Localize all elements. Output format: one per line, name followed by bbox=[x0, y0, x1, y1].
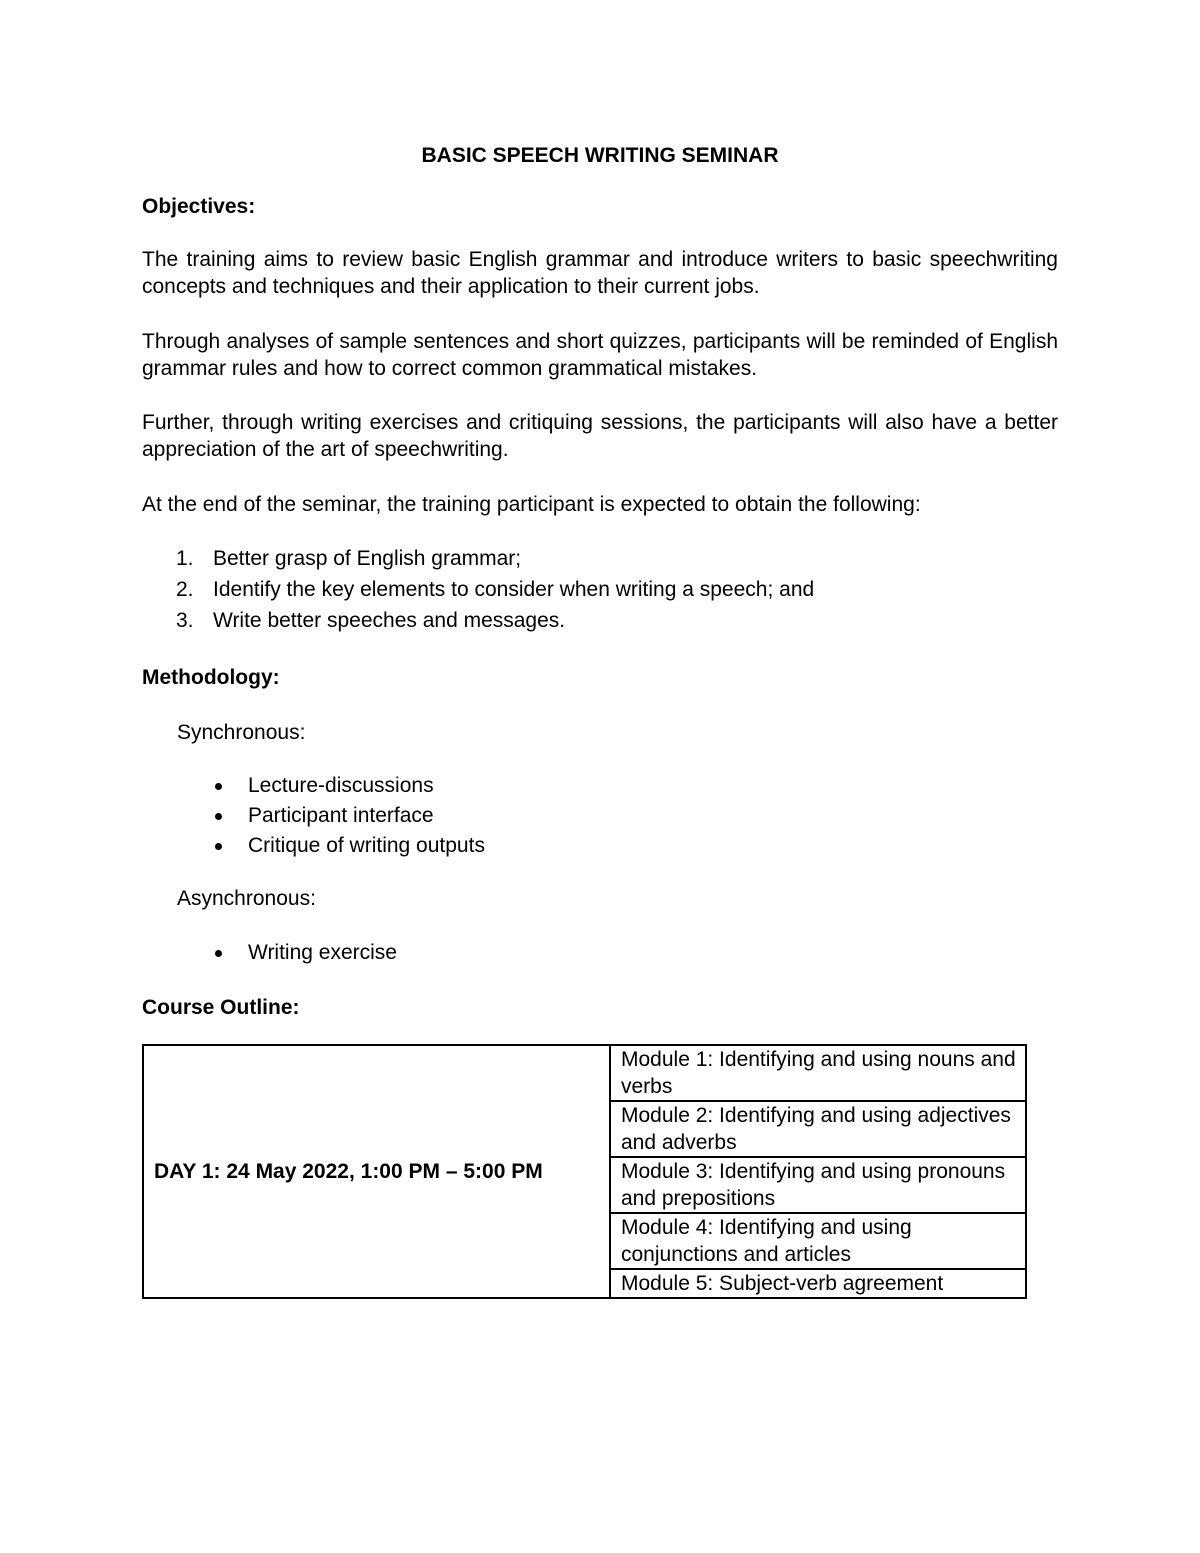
bullet-icon bbox=[215, 843, 222, 850]
module-cell: Module 4: Identifying and using conjunctions and articles bbox=[610, 1213, 1026, 1269]
module-cell: Module 5: Subject-verb agreement bbox=[610, 1269, 1026, 1298]
outcomes-list bbox=[142, 545, 1058, 638]
bullet-icon bbox=[215, 813, 222, 820]
module-cell: Module 2: Identifying and using adjectives and adverbs bbox=[610, 1101, 1026, 1157]
list-item-text: Critique of writing outputs bbox=[248, 834, 485, 857]
asynchronous-label: Asynchronous: bbox=[177, 887, 316, 910]
asynchronous-list bbox=[142, 939, 1058, 969]
list-item bbox=[142, 576, 1058, 607]
list-item-text: Write better speeches and messages. bbox=[213, 609, 566, 632]
module-cell: Module 1: Identifying and using nouns and verbs bbox=[610, 1045, 1026, 1101]
title-block bbox=[142, 142, 1058, 172]
list-number: 3. bbox=[176, 609, 194, 632]
document-title: BASIC SPEECH WRITING SEMINAR bbox=[421, 144, 779, 167]
objectives-paragraph-4: At the end of the seminar, the training participant is expected to obtain the following: bbox=[142, 493, 921, 516]
list-item bbox=[142, 545, 1058, 576]
course-outline-heading: Course Outline: bbox=[142, 996, 300, 1019]
course-outline-table bbox=[142, 1044, 1027, 1299]
list-item bbox=[142, 832, 1058, 862]
list-item bbox=[142, 939, 1058, 969]
table-row bbox=[143, 1045, 1026, 1101]
list-item-text: Participant interface bbox=[248, 804, 434, 827]
objectives-heading: Objectives: bbox=[142, 195, 256, 218]
objectives-paragraph-2: Through analyses of sample sentences and short quizzes, participants will be reminded of English grammar rules and how to correct common grammatical mistakes. bbox=[142, 330, 1058, 380]
bullet-icon bbox=[215, 950, 222, 957]
list-item-text: Better grasp of English grammar; bbox=[213, 547, 522, 570]
synchronous-label: Synchronous: bbox=[177, 721, 306, 744]
list-item bbox=[142, 607, 1058, 638]
list-item bbox=[142, 772, 1058, 802]
list-number: 1. bbox=[176, 547, 194, 570]
objectives-paragraph-1: The training aims to review basic English grammar and introduce writers to basic speechwriting concepts and techniques and their application to their current jobs. bbox=[142, 248, 1058, 298]
list-item-text: Writing exercise bbox=[248, 941, 397, 964]
list-item bbox=[142, 802, 1058, 832]
methodology-heading: Methodology: bbox=[142, 666, 280, 689]
day-schedule-cell: DAY 1: 24 May 2022, 1:00 PM – 5:00 PM bbox=[143, 1045, 610, 1298]
list-number: 2. bbox=[176, 578, 194, 601]
bullet-icon bbox=[215, 783, 222, 790]
list-item-text: Identify the key elements to consider when writing a speech; and bbox=[213, 578, 815, 601]
module-cell: Module 3: Identifying and using pronouns and prepositions bbox=[610, 1157, 1026, 1213]
list-item-text: Lecture-discussions bbox=[248, 774, 434, 797]
synchronous-list bbox=[142, 772, 1058, 862]
objectives-paragraph-3: Further, through writing exercises and critiquing sessions, the participants will also have a better appreciation of the art of speechwriting. bbox=[142, 411, 1058, 461]
